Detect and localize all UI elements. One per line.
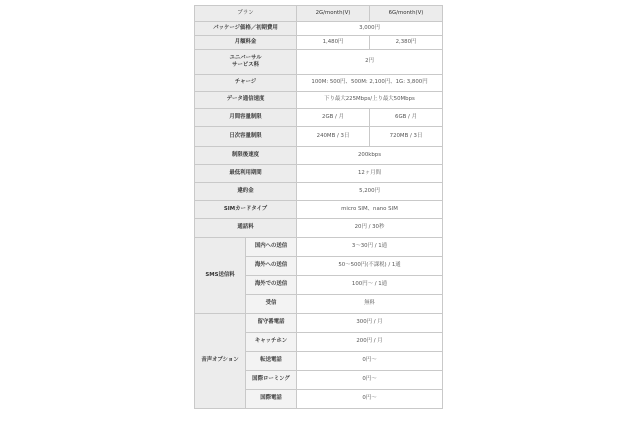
voice-row-label: キャッチホン bbox=[246, 333, 297, 352]
voice-row-value: 0円～ bbox=[297, 390, 443, 409]
voice-row-label: 転送電話 bbox=[246, 352, 297, 371]
charge-value: 100M: 500円、500M: 2,100円、1G: 3,800円 bbox=[297, 75, 443, 92]
call-label: 通話料 bbox=[195, 219, 297, 238]
monthly-cap-6g: 6GB / 月 bbox=[370, 109, 443, 127]
sim-label: SIMカードタイプ bbox=[195, 201, 297, 219]
daily-cap-label: 日次容量制限 bbox=[195, 127, 297, 147]
sms-row-label: 海外での送信 bbox=[246, 276, 297, 295]
monthly-cap-label: 月間容量制限 bbox=[195, 109, 297, 127]
monthly-cap-2g: 2GB / 月 bbox=[297, 109, 370, 127]
row-call bbox=[195, 219, 443, 238]
row-throttle bbox=[195, 147, 443, 165]
header-plan: プラン bbox=[195, 6, 297, 22]
voice-row-value: 300円 / 月 bbox=[297, 314, 443, 333]
sms-row-value: 50～500円(不課税) / 1通 bbox=[297, 257, 443, 276]
sms-row-label: 受信 bbox=[246, 295, 297, 314]
row-speed bbox=[195, 92, 443, 109]
header-plan-6g: 6G/month(V) bbox=[370, 6, 443, 22]
sms-row-value: 100円～ / 1通 bbox=[297, 276, 443, 295]
monthly-value-2g: 1,480円 bbox=[297, 36, 370, 50]
row-sms-domestic bbox=[195, 238, 443, 257]
sms-label: SMS送信料 bbox=[195, 238, 246, 314]
row-monthly-cap bbox=[195, 109, 443, 127]
voice-row-value: 200円 / 月 bbox=[297, 333, 443, 352]
plan-comparison-table bbox=[194, 5, 443, 409]
voice-row-label: 留守番電話 bbox=[246, 314, 297, 333]
row-monthly bbox=[195, 36, 443, 50]
monthly-value-6g: 2,380円 bbox=[370, 36, 443, 50]
sms-row-value: 無料 bbox=[297, 295, 443, 314]
daily-cap-6g: 720MB / 3日 bbox=[370, 127, 443, 147]
universal-label-line2: サービス料 bbox=[232, 62, 259, 68]
throttle-label: 制限後速度 bbox=[195, 147, 297, 165]
sms-row-label: 海外への送信 bbox=[246, 257, 297, 276]
package-label: パッケージ価格／初期費用 bbox=[195, 22, 297, 36]
penalty-value: 5,200円 bbox=[297, 183, 443, 201]
voice-row-value: 0円～ bbox=[297, 352, 443, 371]
universal-label bbox=[195, 50, 297, 75]
speed-label: データ通信速度 bbox=[195, 92, 297, 109]
voice-row-value: 0円～ bbox=[297, 371, 443, 390]
min-period-value: 12ヶ月間 bbox=[297, 165, 443, 183]
voice-row-label: 国際ローミング bbox=[246, 371, 297, 390]
voice-row-label: 国際電話 bbox=[246, 390, 297, 409]
charge-label: チャージ bbox=[195, 75, 297, 92]
sms-row-label: 国内への送信 bbox=[246, 238, 297, 257]
universal-label-line1: ユニバーサル bbox=[229, 54, 262, 61]
row-penalty bbox=[195, 183, 443, 201]
row-min-period bbox=[195, 165, 443, 183]
header-plan-2g: 2G/month(V) bbox=[297, 6, 370, 22]
universal-value: 2円 bbox=[297, 50, 443, 75]
monthly-label: 月額料金 bbox=[195, 36, 297, 50]
row-voice-voicemail bbox=[195, 314, 443, 333]
row-sim bbox=[195, 201, 443, 219]
throttle-value: 200kbps bbox=[297, 147, 443, 165]
min-period-label: 最低利用期間 bbox=[195, 165, 297, 183]
row-charge bbox=[195, 75, 443, 92]
row-package bbox=[195, 22, 443, 36]
daily-cap-2g: 240MB / 3日 bbox=[297, 127, 370, 147]
row-universal bbox=[195, 50, 443, 75]
sim-value: micro SIM、nano SIM bbox=[297, 201, 443, 219]
penalty-label: 違約金 bbox=[195, 183, 297, 201]
row-daily-cap bbox=[195, 127, 443, 147]
sms-row-value: 3～30円 / 1通 bbox=[297, 238, 443, 257]
header-row bbox=[195, 6, 443, 22]
speed-value: 下り最大225Mbps/上り最大50Mbps bbox=[297, 92, 443, 109]
voice-label: 音声オプション bbox=[195, 314, 246, 409]
package-value: 3,000円 bbox=[297, 22, 443, 36]
call-value: 20円 / 30秒 bbox=[297, 219, 443, 238]
